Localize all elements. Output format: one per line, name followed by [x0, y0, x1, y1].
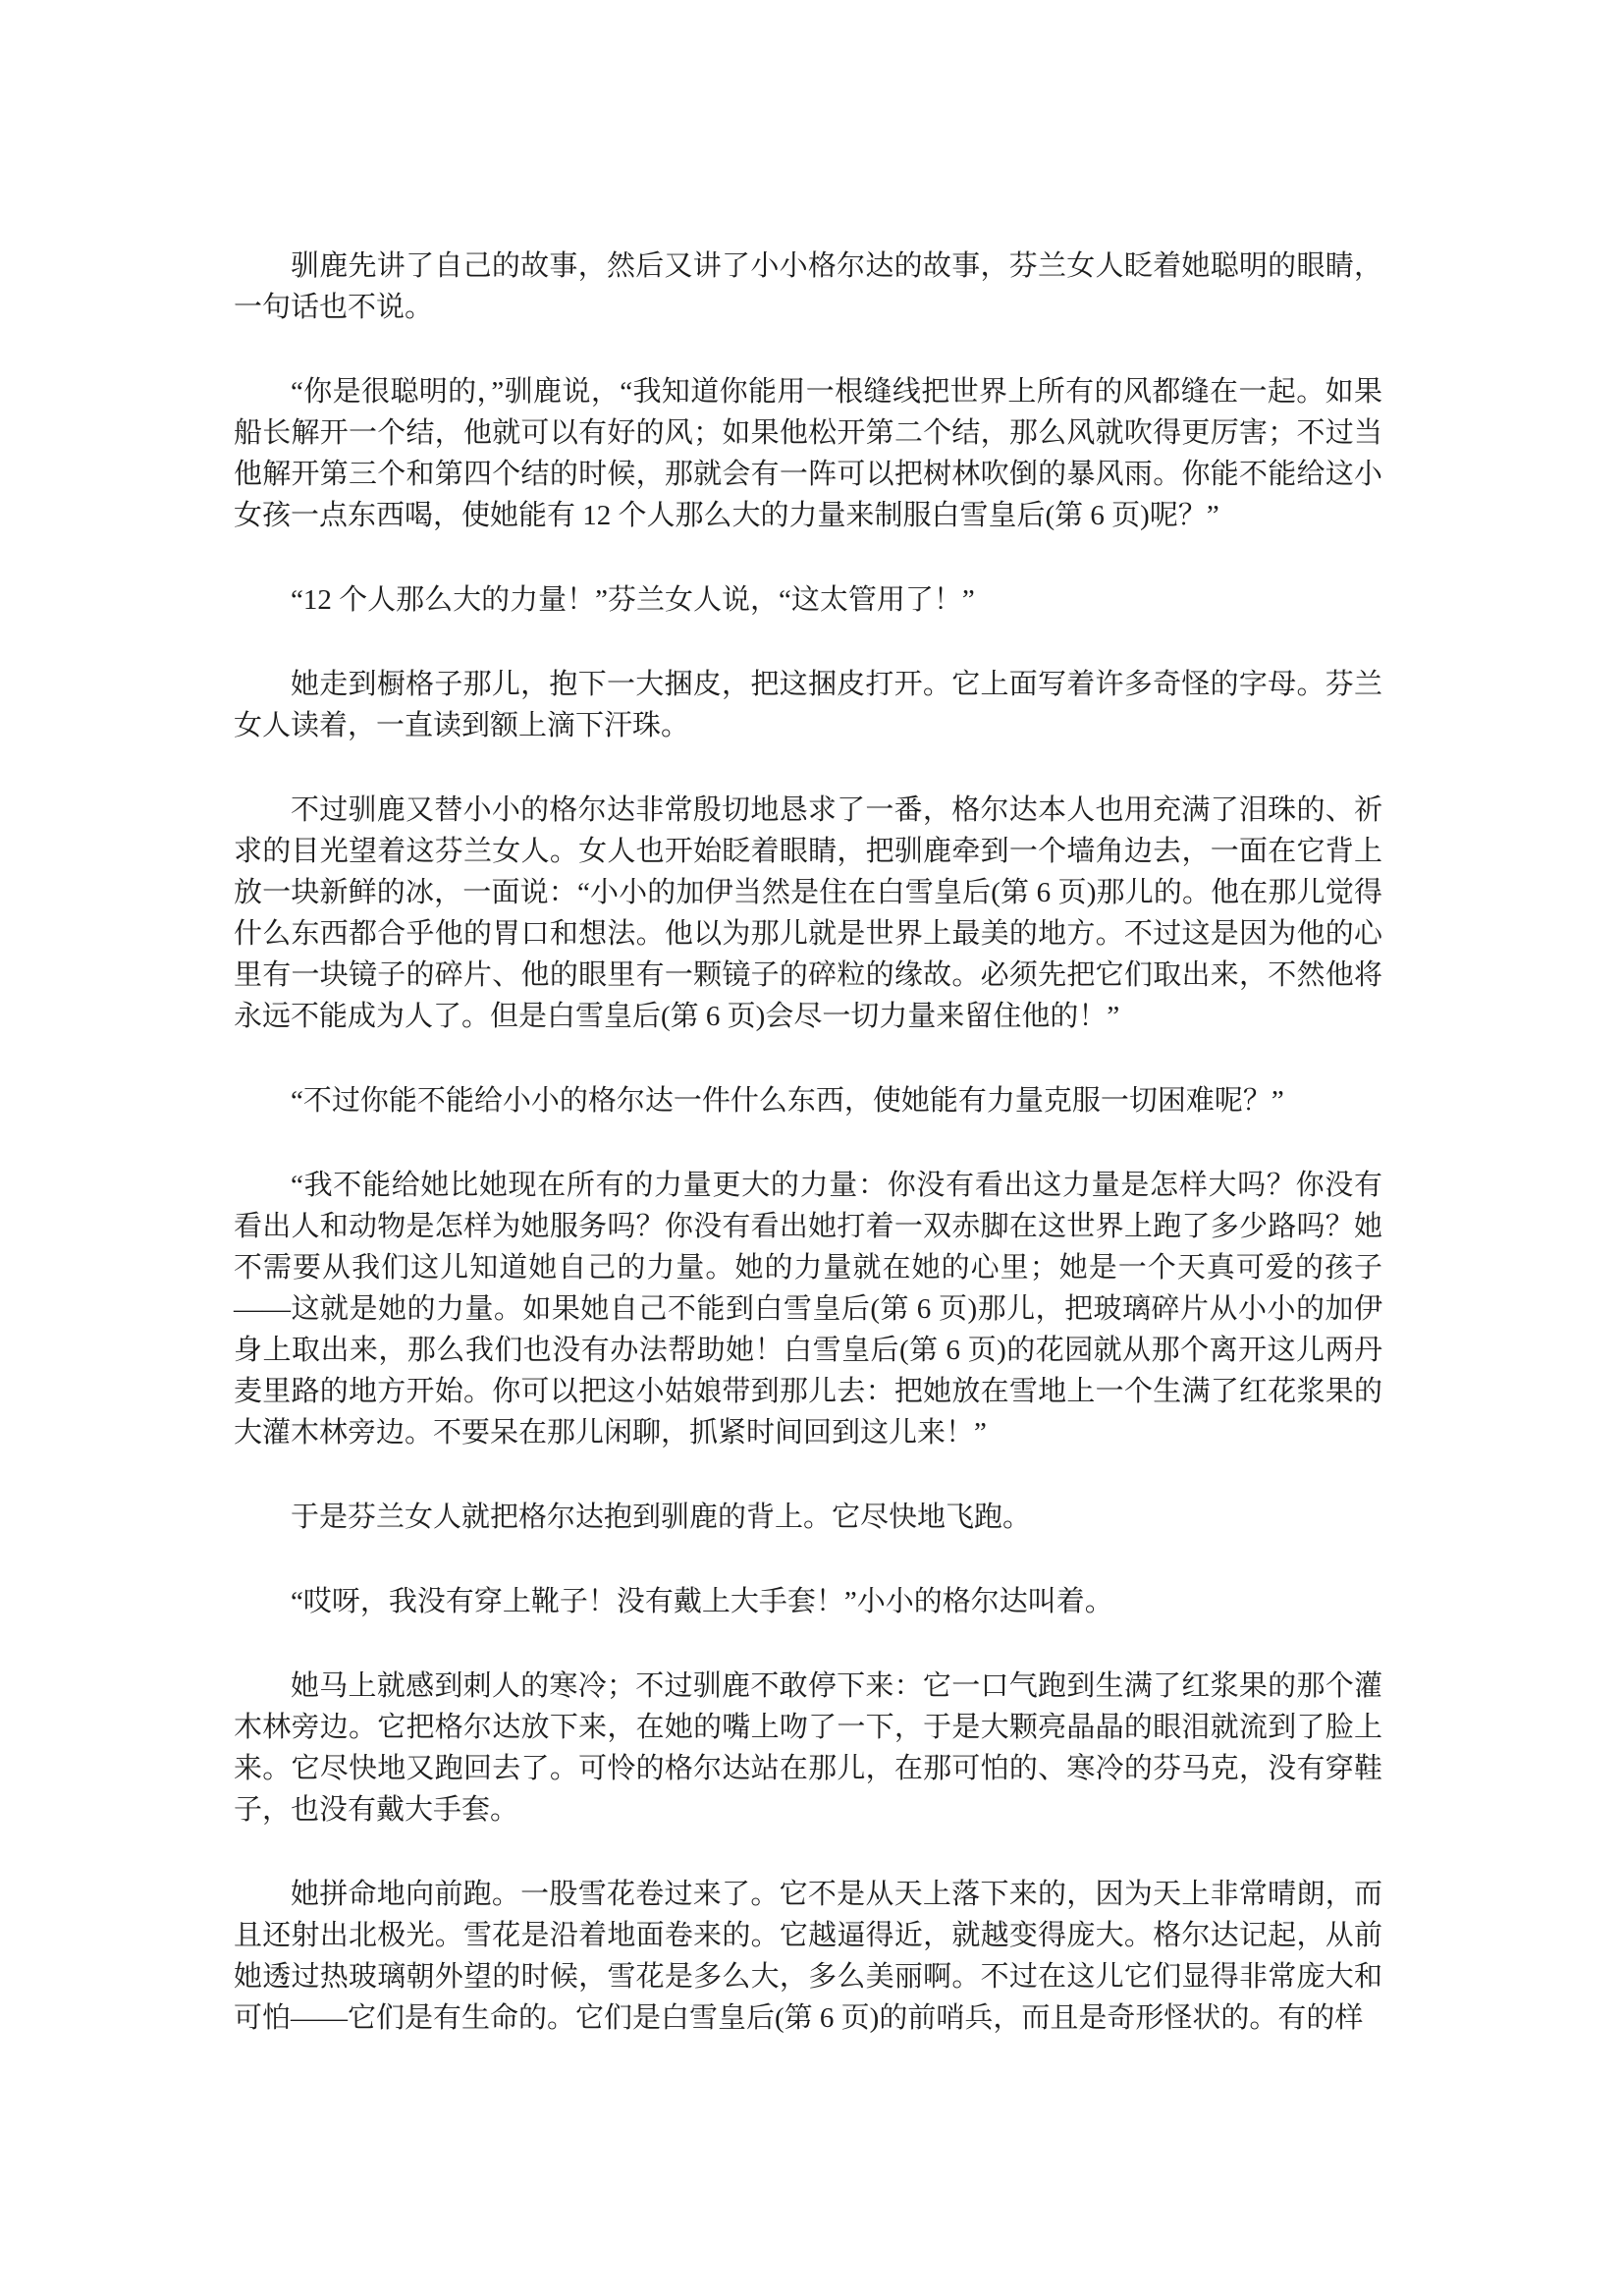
paragraph: 她走到橱格子那儿，抱下一大捆皮，把这捆皮打开。它上面写着许多奇怪的字母。芬兰女人读着，一直读到额上滴下汗珠。	[234, 669, 1382, 741]
paragraph: 她拼命地向前跑。一股雪花卷过来了。它不是从天上落下来的，因为天上非常晴朗，而且还射出北极光。雪花是沿着地面卷来的。它越逼得近，就越变得庞大。格尔达记起，从前她透过热玻璃朝外望的时候，雪花是多么大，多么美丽啊。不过在这儿它们显得非常庞大和可怕——它们是有生命的。它们是白雪皇后(第 6 页)的前哨兵，而且是奇形怪状的。有的样	[234, 1879, 1382, 2034]
paragraph: “12 个人那么大的力量！”芬兰女人说，“这太管用了！”	[291, 584, 975, 616]
paragraph: “你是很聪明的，”驯鹿说，“我知道你能用一根缝线把世界上所有的风都缝在一起。如果船长解开一个结，他就可以有好的风；如果他松开第二个结，那么风就吹得更厉害；不过当他解开第三个和第四个结的时候，那就会有一阵可以把树林吹倒的暴风雨。你能不能给这小女孩一点东西喝，使她能有 12 个人那么大的力量来制服白雪皇后(第 6 页)呢？”	[234, 376, 1382, 531]
paragraph: 她马上就感到刺人的寒冷；不过驯鹿不敢停下来：它一口气跑到生满了红浆果的那个灌木林旁边。它把格尔达放下来，在她的嘴上吻了一下，于是大颗亮晶晶的眼泪就流到了脸上来。它尽快地又跑回去了。可怜的格尔达站在那儿，在那可怕的、寒冷的芬马克，没有穿鞋子，也没有戴大手套。	[234, 1670, 1382, 1826]
paragraph: 驯鹿先讲了自己的故事，然后又讲了小小格尔达的故事，芬兰女人眨着她聪明的眼睛，一句话也不说。	[234, 250, 1382, 323]
paragraph: “我不能给她比她现在所有的力量更大的力量：你没有看出这力量是怎样大吗？你没有看出人和动物是怎样为她服务吗？你没有看出她打着一双赤脚在这世界上跑了多少路吗？她不需要从我们这儿知道她自己的力量。她的力量就在她的心里；她是一个天真可爱的孩子——这就是她的力量。如果她自己不能到白雪皇后(第 6 页)那儿，把玻璃碎片从小小的加伊身上取出来，那么我们也没有办法帮助她！白雪皇后(第 6 页)的花园就从那个离开这儿两丹麦里路的地方开始。你可以把这小姑娘带到那儿去：把她放在雪地上一个生满了红花浆果的大灌木林旁边。不要呆在那儿闲聊，抓紧时间回到这儿来！”	[234, 1170, 1382, 1449]
paragraph: 于是芬兰女人就把格尔达抱到驯鹿的背上。它尽快地飞跑。	[291, 1502, 1032, 1533]
text-block	[234, 246, 1382, 2039]
paragraph: “哎呀，我没有穿上靴子！没有戴上大手套！”小小的格尔达叫着。	[291, 1586, 1113, 1617]
paragraph: 不过驯鹿又替小小的格尔达非常殷切地恳求了一番，格尔达本人也用充满了泪珠的、祈求的目光望着这芬兰女人。女人也开始眨着眼睛，把驯鹿牵到一个墙角边去，一面在它背上放一块新鲜的冰，一面说：“小小的加伊当然是住在白雪皇后(第 6 页)那儿的。他在那儿觉得什么东西都合乎他的胃口和想法。他以为那儿就是世界上最美的地方。不过这是因为他的心里有一块镜子的碎片、他的眼里有一颗镜子的碎粒的缘故。必须先把它们取出来，不然他将永远不能成为人了。但是白雪皇后(第 6 页)会尽一切力量来留住他的！”	[234, 794, 1382, 1032]
paragraph: “不过你能不能给小小的格尔达一件什么东西，使她能有力量克服一切困难呢？”	[291, 1085, 1284, 1117]
